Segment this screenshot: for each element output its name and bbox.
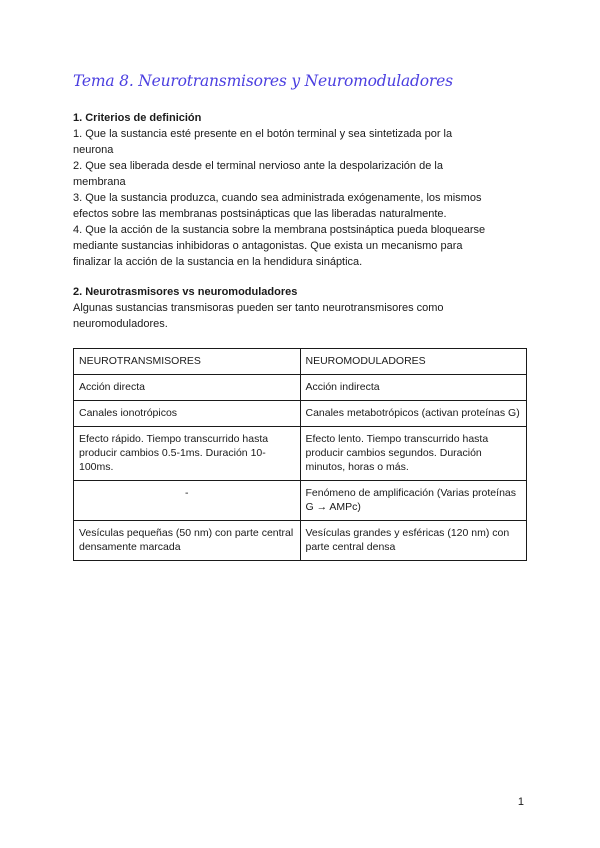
- paragraph-line: 1. Que la sustancia esté presente en el botón terminal y sea sintetizada por la: [73, 128, 453, 140]
- section-heading: 2. Neurotrasmisores vs neuromoduladores: [73, 286, 298, 298]
- paragraph-line: 2. Que sea liberada desde el terminal nervioso ante la despolarización de la: [73, 160, 443, 172]
- table-cell: -: [74, 481, 301, 521]
- table-header-cell: NEUROTRANSMISORES: [74, 349, 301, 375]
- paragraph-line: finalizar la acción de la sustancia en la hendidura sináptica.: [73, 256, 363, 268]
- paragraph-line: Algunas sustancias transmisoras pueden ser tanto neurotransmisores como: [73, 302, 444, 314]
- paragraph-line: efectos sobre las membranas postsinápticas que las liberadas naturalmente.: [73, 208, 447, 220]
- table-header-row: [74, 349, 527, 375]
- table-row: [74, 401, 527, 427]
- paragraph-line: neurona: [73, 144, 114, 156]
- section-neurotransmisores-vs: [73, 284, 533, 332]
- paragraph-line: 4. Que la acción de la sustancia sobre la membrana postsináptica pueda bloquearse: [73, 224, 486, 236]
- paragraph-line: neuromoduladores.: [73, 318, 168, 330]
- page-number: 1: [517, 796, 524, 808]
- table-cell: Fenómeno de amplificación (Varias proteínas G → AMPc): [300, 481, 527, 521]
- table-cell: Vesículas grandes y esféricas (120 nm) con parte central densa: [300, 521, 527, 561]
- table-cell: Acción indirecta: [300, 375, 527, 401]
- table-cell: Vesículas pequeñas (50 nm) con parte central densamente marcada: [74, 521, 301, 561]
- section-heading: 1. Criterios de definición: [73, 112, 202, 124]
- comparison-table: [73, 348, 527, 561]
- table-cell: Canales ionotrópicos: [74, 401, 301, 427]
- paragraph-line: membrana: [73, 176, 126, 188]
- paragraph-line: mediante sustancias inhibidoras o antagonistas. Que exista un mecanismo para: [73, 240, 463, 252]
- table-row: [74, 521, 527, 561]
- section-criterios: [73, 110, 533, 270]
- table-cell: Efecto lento. Tiempo transcurrido hasta producir cambios segundos. Duración minutos, horas o más.: [300, 427, 527, 481]
- table-row: [74, 427, 527, 481]
- table-cell: Acción directa: [74, 375, 301, 401]
- table-cell: Efecto rápido. Tiempo transcurrido hasta producir cambios 0.5-1ms. Duración 10-100ms.: [74, 427, 301, 481]
- table-row: [74, 481, 527, 521]
- table-header-cell: NEUROMODULADORES: [300, 349, 527, 375]
- paragraph-line: 3. Que la sustancia produzca, cuando sea administrada exógenamente, los mismos: [73, 192, 482, 204]
- page-title: Tema 8. Neurotransmisores y Neuromoduladores: [73, 72, 453, 90]
- table-row: [74, 375, 527, 401]
- table-cell: Canales metabotrópicos (activan proteínas G): [300, 401, 527, 427]
